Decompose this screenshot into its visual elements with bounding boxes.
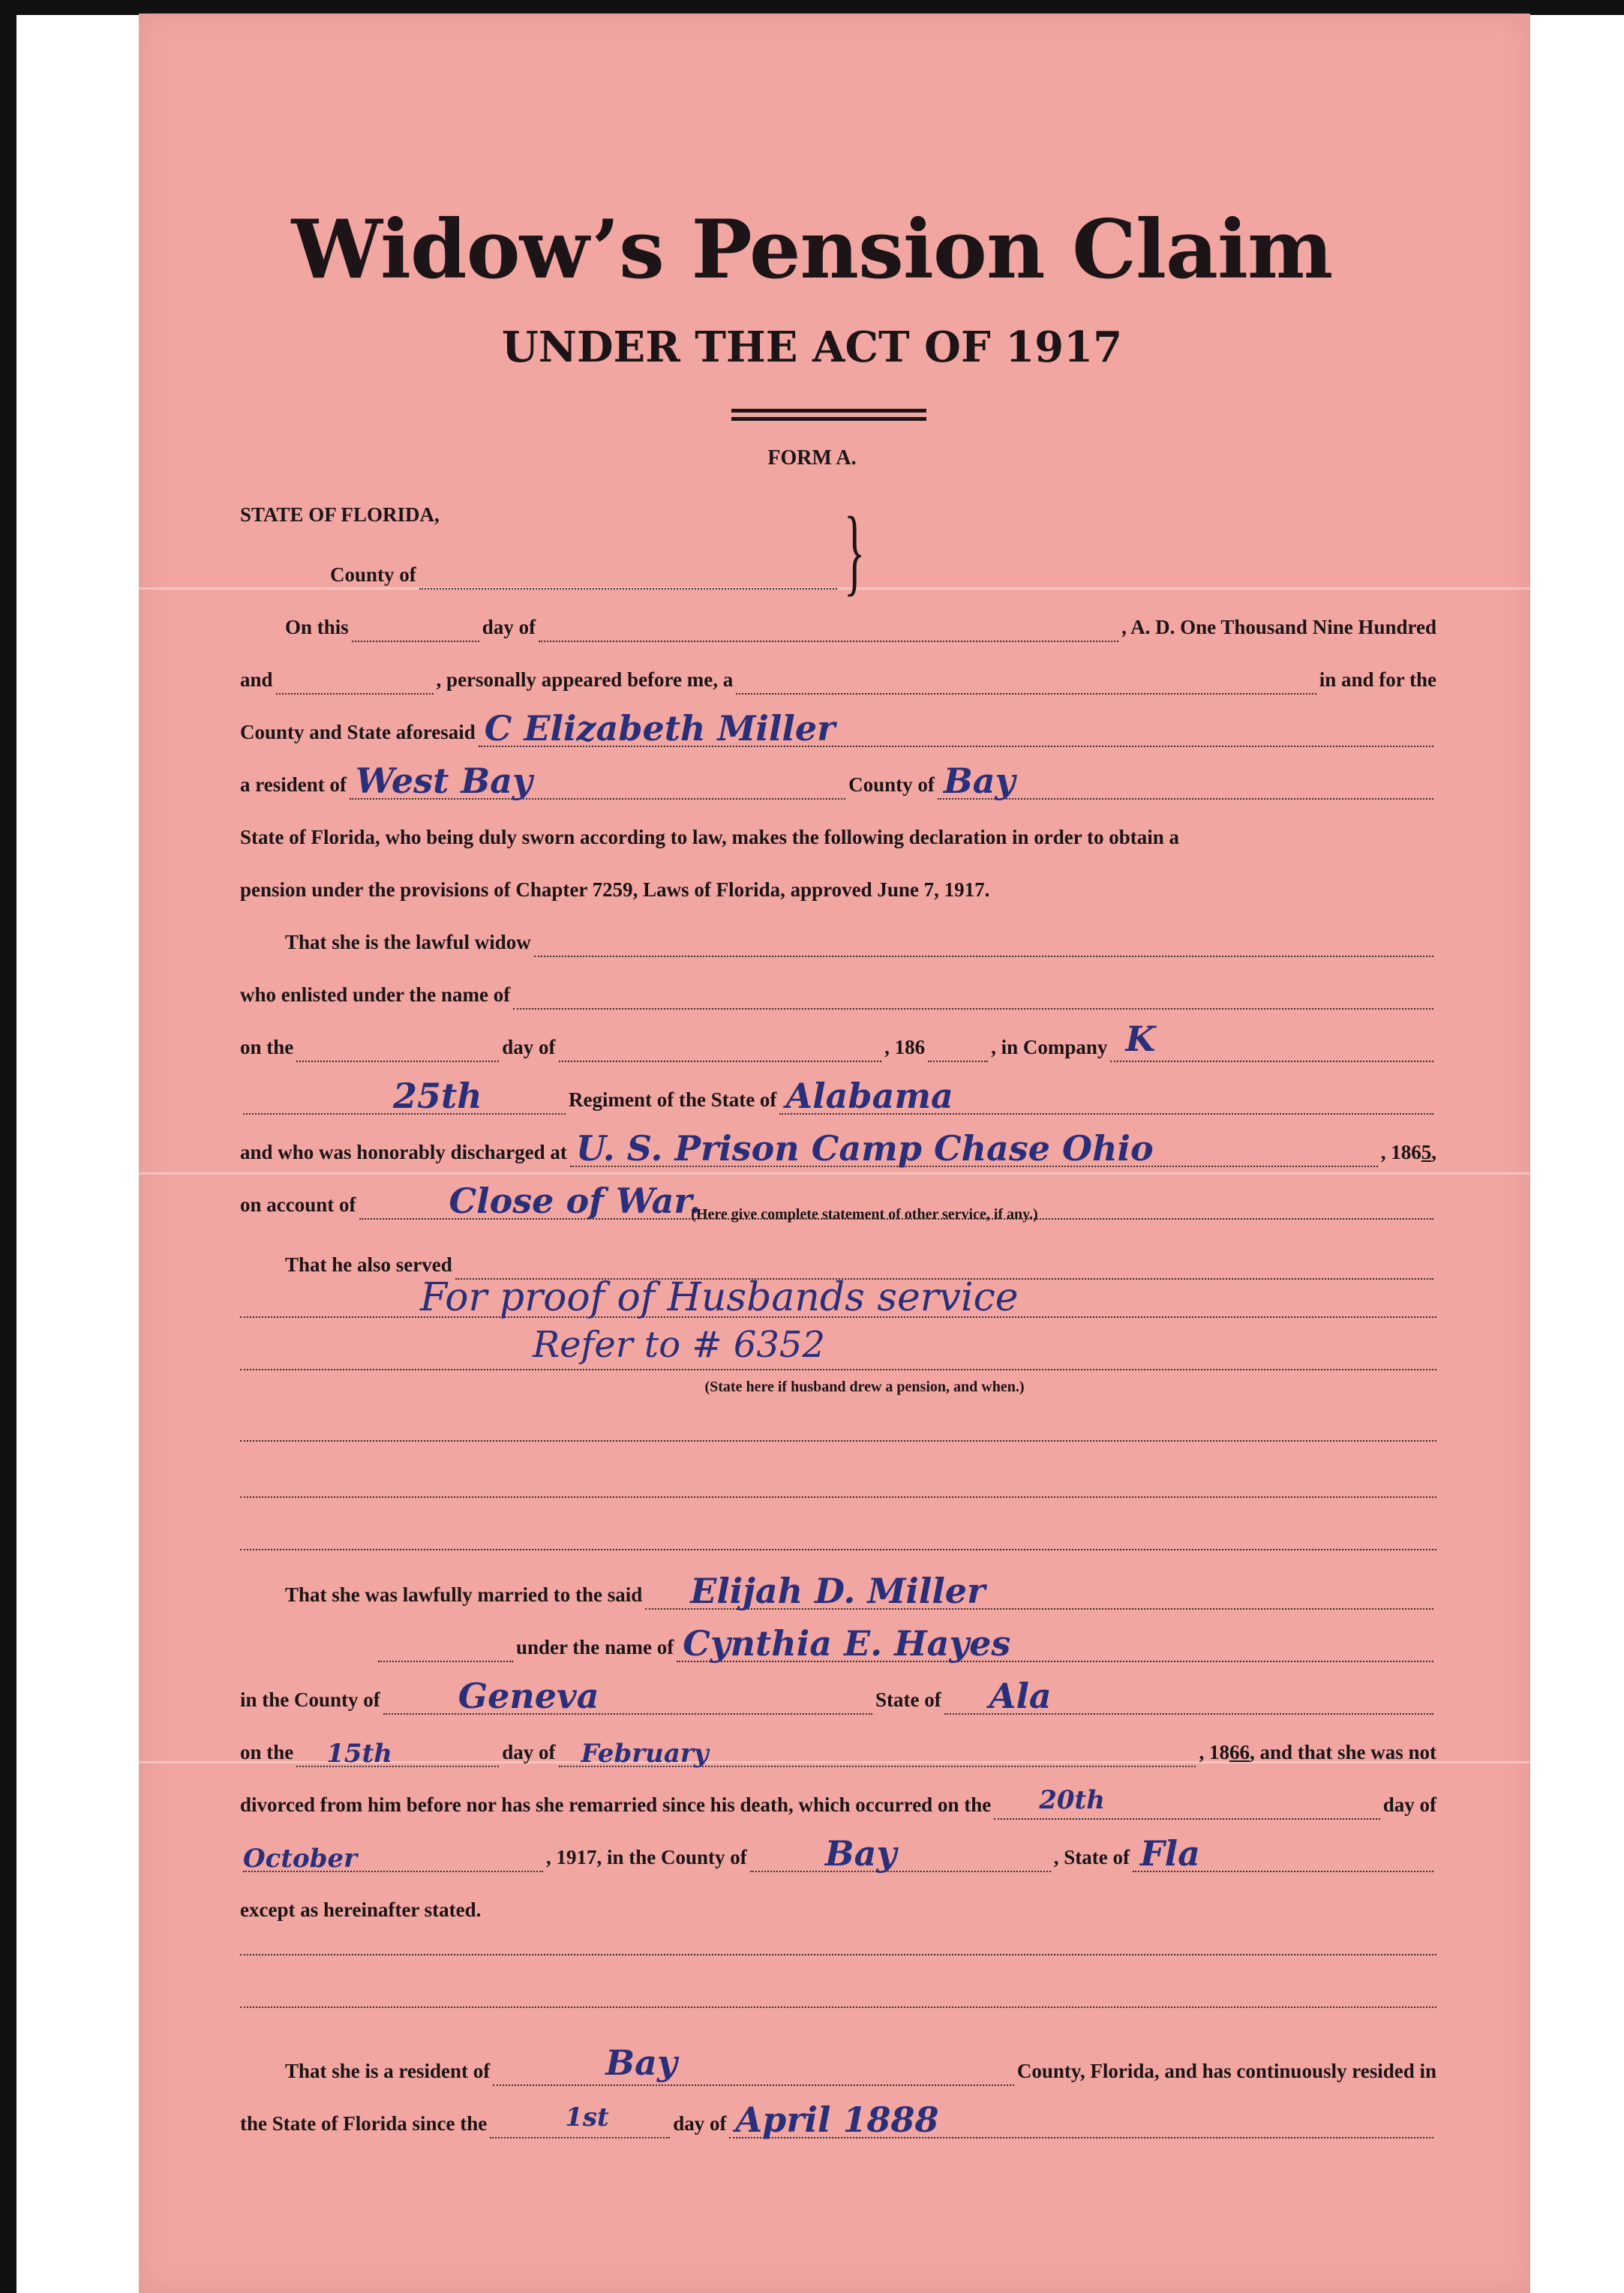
row-declaration [240, 818, 1436, 852]
blank-line [240, 1440, 1436, 1442]
label-since: the State of Florida since the [240, 2112, 488, 2135]
row-marriage-date [240, 1733, 1436, 1767]
field-death-day[interactable] [994, 1785, 1380, 1820]
comma: , [1431, 1141, 1436, 1163]
handwritten-regiment-no: 25th [393, 1076, 482, 1116]
field-marriage-county[interactable] [383, 1676, 872, 1716]
label-lawful-widow: That she is the lawful widow [285, 931, 531, 953]
handwritten-death-county: Bay [824, 1833, 897, 1874]
row-discharged [240, 1128, 1436, 1169]
label-in-company: , in Company [991, 1036, 1108, 1058]
label-divorced: divorced from him before nor has she remarried since his death, which occurred on the [240, 1793, 992, 1816]
field-death-state[interactable] [1133, 1833, 1433, 1874]
field-since-date[interactable] [729, 2099, 1433, 2140]
label-on-the: on the [240, 1036, 294, 1058]
label-in-county: in the County of [240, 1688, 380, 1711]
label-in-and-for: in and for the [1319, 668, 1436, 691]
field-year[interactable] [276, 663, 434, 695]
label-regiment: Regiment of the State of [569, 1088, 777, 1111]
label-except: except as hereinafter stated. [240, 1898, 482, 1921]
handwritten-discharge-year: 5 [1421, 1141, 1432, 1163]
label-resident-bay: That she is a resident of [285, 2060, 491, 2082]
field-month[interactable] [539, 611, 1118, 642]
label-resident-of: a resident of [240, 773, 347, 796]
field-officer[interactable] [736, 663, 1316, 695]
row-marriage-place [240, 1676, 1436, 1716]
caption-other-service: (Here give complete statement of other service, if any.) [691, 1206, 1038, 1223]
label-state-of: , State of [1053, 1846, 1130, 1868]
handwritten-marriage-county: Geneva [458, 1676, 599, 1716]
scan-border-top [0, 0, 1624, 15]
row-on-this [285, 608, 1436, 642]
venue-brace: } [844, 497, 866, 605]
handwritten-since-date: April 1888 [735, 2099, 939, 2140]
row-and [240, 660, 1436, 695]
label-under-name: under the name of [516, 1636, 674, 1658]
field-discharge-place[interactable] [570, 1128, 1378, 1169]
field-residence-county[interactable] [938, 761, 1433, 801]
field-regiment-no[interactable] [243, 1076, 566, 1116]
handwritten-marriage-month: February [581, 1739, 709, 1769]
label-year-1917: , 1917 [546, 1846, 597, 1868]
row-resident-bay [285, 2042, 1436, 2086]
handwritten-marriage-year: 66 [1229, 1741, 1250, 1763]
handwritten-death-state: Fla [1140, 1833, 1200, 1874]
label-year-1865: , 186 [1380, 1141, 1421, 1163]
blank-line [240, 1954, 1436, 1955]
label-enlisted: who enlisted under the name of [240, 983, 511, 1006]
label-day-of: day of [502, 1036, 556, 1058]
label-county-state: County and State aforesaid [240, 721, 476, 743]
handwritten-marriage-day: 15th [326, 1739, 393, 1769]
label-not-divorced: , and that she was not [1249, 1741, 1436, 1763]
caption-pension: (State here if husband drew a pension, and when.) [704, 1379, 1025, 1395]
label-on-this: On this [285, 616, 349, 638]
row-since [240, 2099, 1436, 2140]
blank-line [240, 1369, 1436, 1370]
handwritten-company: K [1125, 1019, 1156, 1059]
venue-state: STATE OF FLORIDA, [240, 503, 440, 526]
label-married: That she was lawfully married to the said [285, 1583, 643, 1606]
field-claimant[interactable] [479, 708, 1433, 749]
label-personally: , personally appeared before me, a [436, 668, 734, 691]
row-married [285, 1571, 1436, 1611]
row-lawful-widow [285, 923, 1436, 957]
field-day[interactable] [352, 611, 479, 642]
form-subtitle: UNDER THE ACT OF 1917 [501, 323, 1123, 372]
title-rule [731, 417, 926, 421]
handwritten-discharge-place: U. S. Prison Camp Chase Ohio [575, 1128, 1154, 1169]
handwritten-other-service-2: Refer to # 6352 [533, 1324, 825, 1366]
label-county-of: County of [848, 773, 935, 796]
field-maiden-name[interactable] [677, 1623, 1433, 1664]
label-year-18: , 18 [1199, 1741, 1229, 1763]
row-enlisted [240, 975, 1436, 1010]
handwritten-regiment-state: Alabama [785, 1076, 953, 1116]
field-husband[interactable] [645, 1571, 1433, 1611]
field-enlisted-name[interactable] [513, 978, 1433, 1010]
row-except [240, 1890, 1436, 1925]
handwritten-claimant: C Elizabeth Miller [484, 708, 836, 749]
label-county-florida: County, Florida, and has continuously resided in [1016, 2060, 1436, 2082]
label-day-of: day of [502, 1741, 556, 1763]
label-day-of: day of [482, 616, 536, 638]
blank-line [240, 1549, 1436, 1550]
row-enlist-date [240, 1019, 1436, 1062]
field-marriage-month[interactable] [559, 1736, 1196, 1767]
handwritten-husband: Elijah D. Miller [690, 1571, 986, 1611]
county-field[interactable] [419, 558, 837, 590]
label-and: and [240, 668, 273, 691]
field-resident-county[interactable] [493, 2042, 1014, 2086]
handwritten-other-service-1: For proof of Husbands service [420, 1275, 1019, 1320]
blank-line [240, 1496, 1436, 1498]
handwritten-maiden-name: Cynthia E. Hayes [683, 1623, 1011, 1664]
label-also-served: That he also served [285, 1253, 452, 1276]
field-residence[interactable] [350, 761, 845, 801]
form-label: FORM A. [767, 446, 857, 470]
field-death-month[interactable] [243, 1841, 543, 1872]
form-title: Widow’s Pension Claim [291, 203, 1333, 297]
label-ad: , A. D. One Thousand Nine Hundred [1121, 616, 1436, 638]
field-enlist-year[interactable] [928, 1031, 988, 1062]
field-enlist-day[interactable] [296, 1031, 499, 1062]
field-husband-name[interactable] [534, 926, 1433, 957]
row-provisions [240, 870, 1436, 905]
field-enlist-month[interactable] [559, 1031, 882, 1062]
row-divorced [240, 1785, 1436, 1820]
handwritten-since-day: 1st [565, 2102, 609, 2132]
row-resident [240, 761, 1436, 801]
field-marriage-day[interactable] [296, 1736, 499, 1767]
label-discharged: and who was honorably discharged at [240, 1141, 567, 1163]
field-regiment-state[interactable] [779, 1076, 1433, 1116]
field-company[interactable] [1110, 1019, 1433, 1062]
row-regiment [240, 1076, 1436, 1116]
venue-state-row [240, 495, 1436, 530]
row-death [240, 1833, 1436, 1874]
title-rule [731, 409, 926, 413]
field-marriage-state[interactable] [944, 1676, 1433, 1716]
blank-line [240, 2006, 1436, 2008]
row-under-name [375, 1623, 1436, 1664]
label-state-of: State of [875, 1688, 941, 1711]
handwritten-discharge-reason: Close of War. [449, 1181, 701, 1221]
handwritten-residence: West Bay [356, 761, 533, 801]
provisions-text: pension under the provisions of Chapter 7259, Laws of Florida, approved June 7, 1917. [240, 878, 990, 901]
label-on-the: on the [240, 1741, 294, 1763]
field-blank[interactable] [378, 1631, 513, 1662]
label-day-of: day of [673, 2112, 727, 2135]
handwritten-death-month: October [243, 1844, 358, 1874]
handwritten-marriage-state: Ala [989, 1676, 1052, 1716]
handwritten-residence-county: Bay [943, 761, 1016, 801]
label-day-of: day of [1382, 1793, 1436, 1816]
handwritten-resident-county: Bay [605, 2042, 677, 2083]
handwritten-death-day: 20th [1039, 1785, 1105, 1815]
label-year-186: , 186 [884, 1036, 926, 1058]
declaration-text: State of Florida, who being duly sworn according to law, makes the following declaration in order to obtain a [240, 826, 1180, 848]
label-account: on account of [240, 1193, 356, 1216]
county-label: County of [330, 563, 416, 586]
fold-line [139, 1172, 1530, 1175]
field-since-day[interactable] [490, 2102, 670, 2138]
field-death-county[interactable] [750, 1833, 1051, 1874]
label-in-county: , in the County of [596, 1846, 747, 1868]
row-county-state [240, 708, 1436, 749]
venue-county-row [330, 555, 840, 590]
